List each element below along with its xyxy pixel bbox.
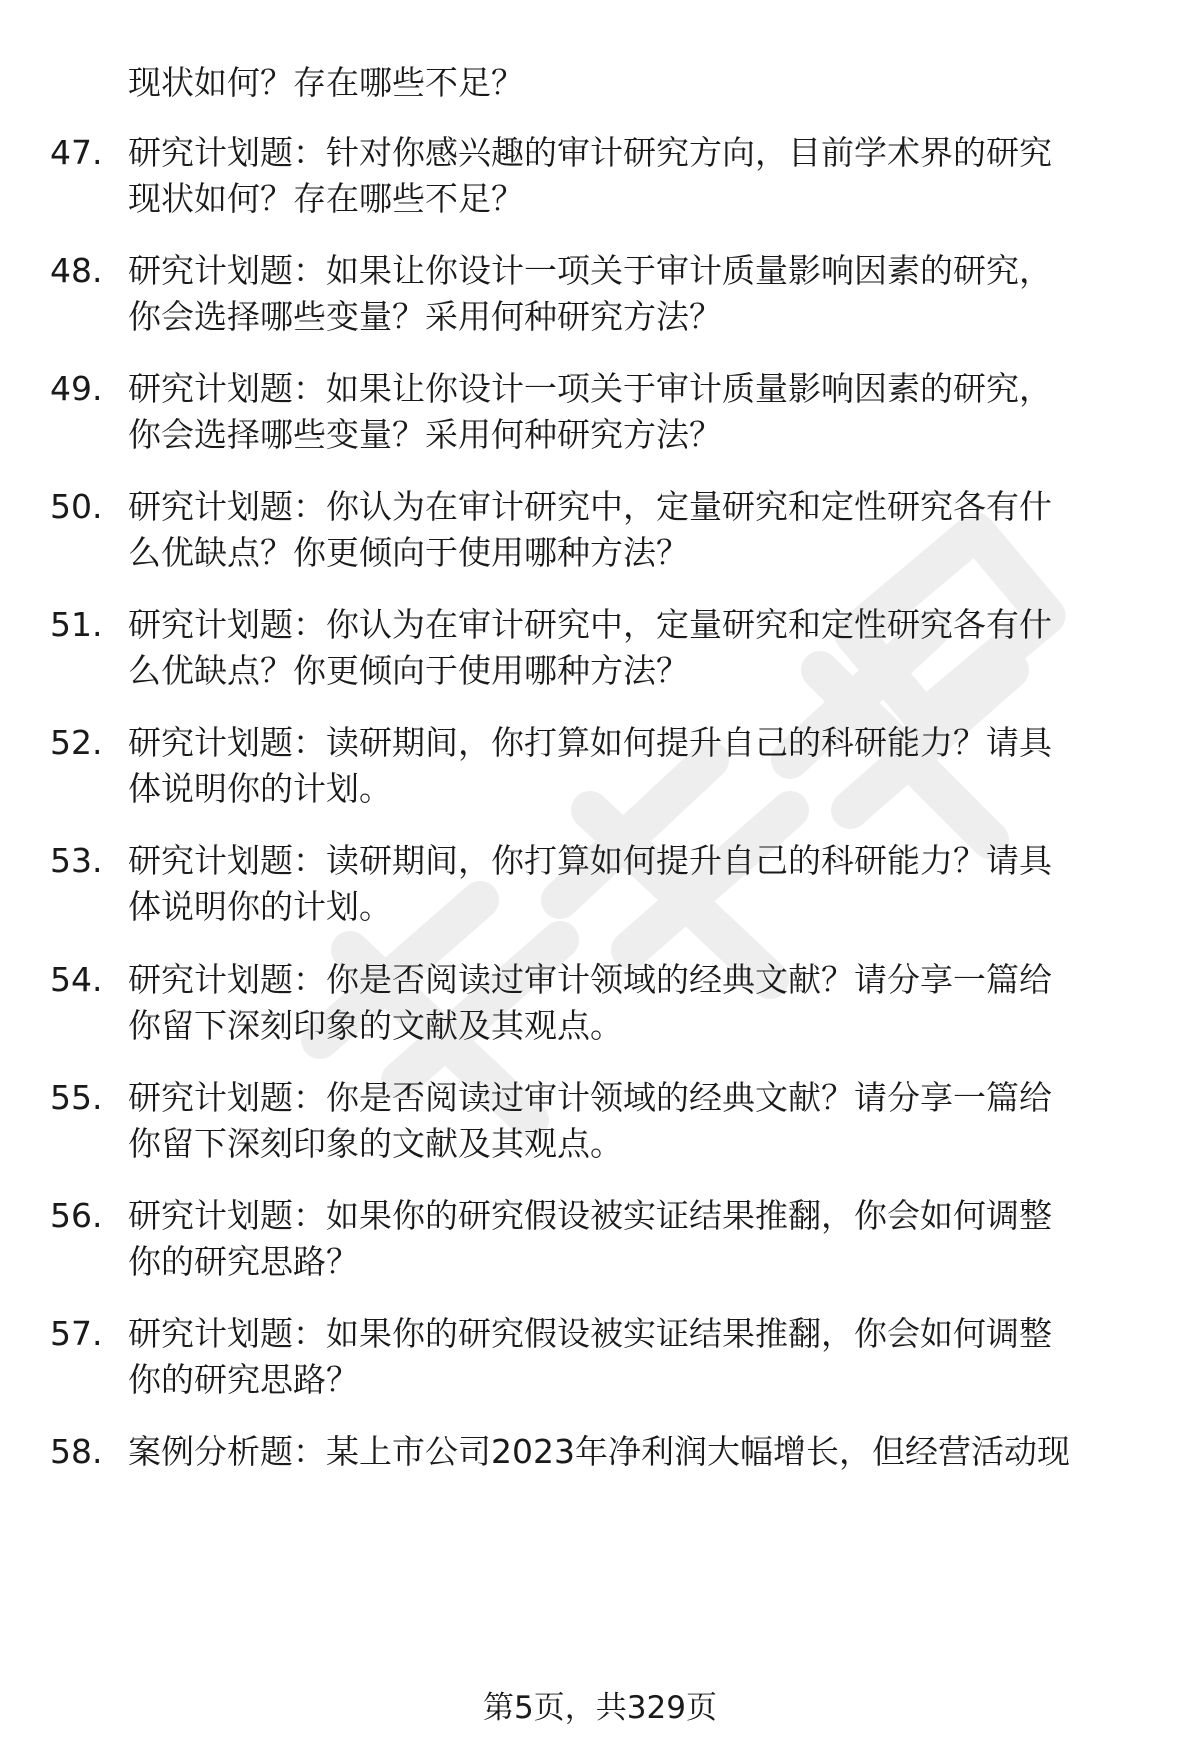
question-text	[128, 1193, 1138, 1285]
question-text	[128, 838, 1138, 930]
question-text	[128, 602, 1138, 694]
question-line: 体说明你的计划。	[128, 887, 392, 926]
question-text	[128, 248, 1138, 340]
question-line: 研究计划题：你是否阅读过审计领域的经典文献？请分享一篇给	[128, 1078, 1052, 1117]
question-line: 现状如何？存在哪些不足？	[128, 179, 524, 218]
question-number: 50.	[50, 487, 103, 526]
question-text	[128, 366, 1138, 458]
question-number: 53.	[50, 841, 103, 880]
question-line: 研究计划题：你认为在审计研究中，定量研究和定性研究各有什	[128, 605, 1052, 644]
question-line: 案例分析题：某上市公司2023年净利润大幅增长，但经营活动现	[128, 1432, 1070, 1471]
question-line: 研究计划题：如果你的研究假设被实证结果推翻，你会如何调整	[128, 1314, 1052, 1353]
question-number: 52.	[50, 723, 103, 762]
question-line: 你会选择哪些变量？采用何种研究方法？	[128, 297, 722, 336]
question-line: 研究计划题：读研期间，你打算如何提升自己的科研能力？请具	[128, 841, 1052, 880]
question-line: 研究计划题：读研期间，你打算如何提升自己的科研能力？请具	[128, 723, 1052, 762]
question-line: 你会选择哪些变量？采用何种研究方法？	[128, 415, 722, 454]
question-text	[128, 720, 1138, 812]
question-line: 研究计划题：针对你感兴趣的审计研究方向，目前学术界的研究	[128, 133, 1052, 172]
question-text	[128, 484, 1138, 576]
question-line: 你的研究思路？	[128, 1360, 359, 1399]
question-text	[128, 1311, 1138, 1403]
question-text	[128, 130, 1138, 222]
question-line: 研究计划题：如果让你设计一项关于审计质量影响因素的研究，	[128, 251, 1052, 290]
continuation-line: 现状如何？存在哪些不足？	[128, 63, 524, 102]
question-line: 研究计划题：如果让你设计一项关于审计质量影响因素的研究，	[128, 369, 1052, 408]
question-line: 研究计划题：如果你的研究假设被实证结果推翻，你会如何调整	[128, 1196, 1052, 1235]
question-line: 体说明你的计划。	[128, 769, 392, 808]
question-line: 么优缺点？你更倾向于使用哪种方法？	[128, 533, 689, 572]
page-footer: 第5页，共329页	[483, 1690, 717, 1726]
question-line: 你留下深刻印象的文献及其观点。	[128, 1124, 623, 1163]
question-line: 你的研究思路？	[128, 1242, 359, 1281]
question-number: 49.	[50, 369, 103, 408]
question-number: 48.	[50, 251, 103, 290]
question-text	[128, 957, 1138, 1049]
question-line: 研究计划题：你是否阅读过审计领域的经典文献？请分享一篇给	[128, 960, 1052, 999]
question-number: 56.	[50, 1196, 103, 1235]
question-number: 57.	[50, 1314, 103, 1353]
question-number: 47.	[50, 133, 103, 172]
question-number: 58.	[50, 1432, 103, 1471]
question-line: 么优缺点？你更倾向于使用哪种方法？	[128, 651, 689, 690]
question-number: 54.	[50, 960, 103, 999]
question-number: 55.	[50, 1078, 103, 1117]
question-line: 研究计划题：你认为在审计研究中，定量研究和定性研究各有什	[128, 487, 1052, 526]
question-text	[128, 1075, 1138, 1167]
question-line: 你留下深刻印象的文献及其观点。	[128, 1006, 623, 1045]
question-text	[128, 1429, 1138, 1475]
continuation-text	[128, 60, 524, 106]
question-number: 51.	[50, 605, 103, 644]
